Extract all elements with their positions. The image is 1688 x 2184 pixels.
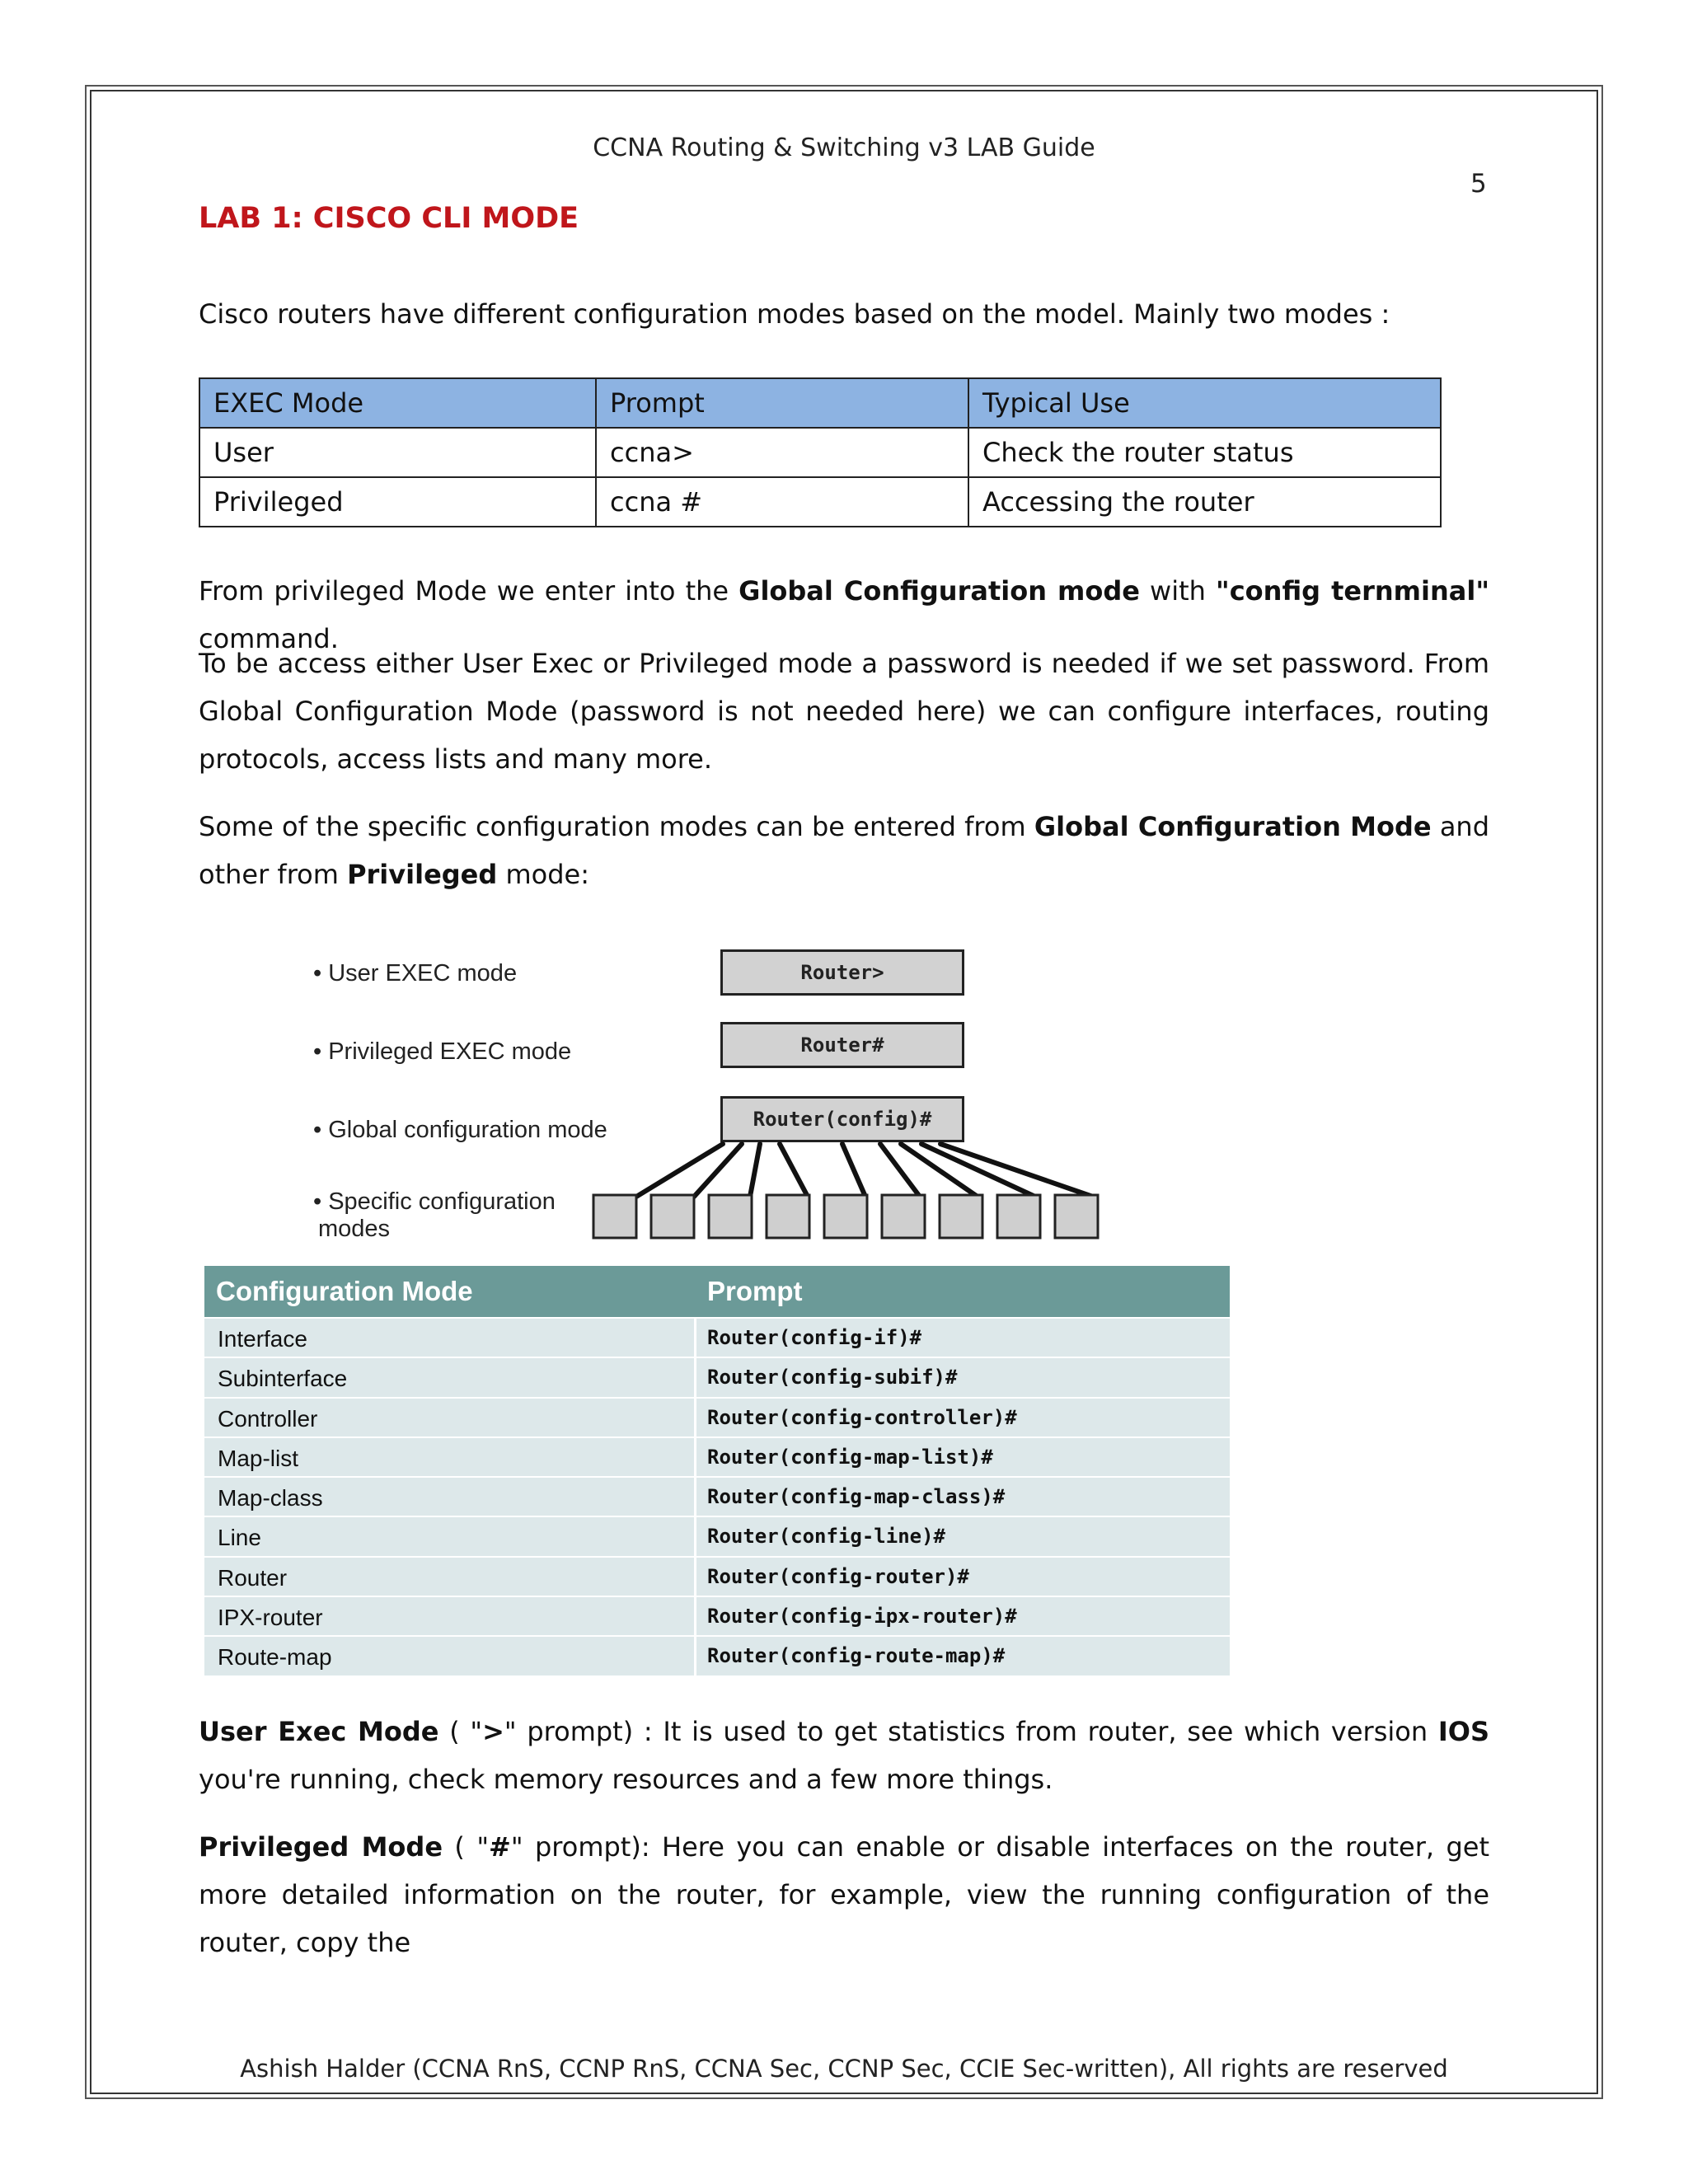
text-run: From privileged Mode we enter into the xyxy=(199,575,739,607)
table-row xyxy=(204,1397,1230,1436)
specific-mode-boxes xyxy=(593,1195,1098,1238)
mode-box xyxy=(651,1195,694,1238)
bullet-specific-config: • Specific configuration xyxy=(313,1188,556,1215)
mode-box xyxy=(593,1195,636,1238)
mode-name: Map-class xyxy=(218,1485,323,1511)
bold-run: User Exec Mode xyxy=(199,1716,439,1747)
user-exec-paragraph xyxy=(199,1708,1489,1803)
mode-box xyxy=(1055,1195,1098,1238)
header-typical-use: Typical Use xyxy=(968,378,1441,428)
header-prompt: Prompt xyxy=(596,378,968,428)
connector-lines xyxy=(636,1144,1093,1197)
mode-box xyxy=(997,1195,1040,1238)
table-cell: Accessing the router xyxy=(968,477,1441,527)
mode-prompt: Router(config-router)# xyxy=(707,1564,969,1588)
bold-run: Privileged Mode xyxy=(199,1831,443,1863)
table-cell: Check the router status xyxy=(968,428,1441,477)
bullet-specific-config-cont: modes xyxy=(318,1216,391,1242)
table-cell: ccna> xyxy=(596,428,968,477)
page-footer: Ashish Halder (CCNA RnS, CCNP RnS, CCNA Sec, CCNP Sec, CCIE Sec-written), All rights are reserved xyxy=(240,2055,1448,2083)
mode-prompt: Router(config-line)# xyxy=(707,1525,945,1549)
table-row xyxy=(204,1317,1230,1357)
router-config-box: Router(config)# xyxy=(720,1096,964,1142)
bold-run: IOS xyxy=(1437,1716,1490,1747)
text-run: " prompt) : It is used to get statistics from router, see which version xyxy=(504,1716,1438,1747)
running-header: CCNA Routing & Switching v3 LAB Guide xyxy=(593,134,1095,162)
text-run: ( " xyxy=(443,1831,490,1863)
mode-box xyxy=(940,1195,982,1238)
bullet-global-config: • Global configuration mode xyxy=(313,1117,607,1143)
text-run: with xyxy=(1139,575,1217,607)
mode-box xyxy=(767,1195,809,1238)
mode-name: Subinterface xyxy=(218,1366,348,1392)
intro-paragraph: Cisco routers have different configuration modes based on the model. Mainly two modes : xyxy=(199,298,1390,330)
table-row xyxy=(204,1596,1230,1635)
mode-prompt: Router(config-controller)# xyxy=(707,1405,1017,1429)
mode-box xyxy=(882,1195,925,1238)
table-row xyxy=(204,1436,1230,1476)
table-row xyxy=(204,1635,1230,1675)
mode-box xyxy=(824,1195,867,1238)
text-run: ( " xyxy=(438,1716,483,1747)
bold-run: > xyxy=(482,1716,504,1747)
table-row xyxy=(204,1357,1230,1396)
router-privileged-box: Router# xyxy=(720,1022,964,1068)
mode-prompt: Router(config-map-list)# xyxy=(707,1445,993,1469)
bold-run: Privileged xyxy=(347,859,498,890)
mode-box xyxy=(709,1195,752,1238)
text-run: mode: xyxy=(497,859,589,890)
text-run: and other from xyxy=(199,811,1490,890)
config-table-header xyxy=(204,1266,1230,1317)
text-run: command. xyxy=(199,623,339,654)
mode-prompt: Router(config-route-map)# xyxy=(707,1644,1006,1668)
table-cell: ccna # xyxy=(596,477,968,527)
table-cell: Privileged xyxy=(199,477,596,527)
table-row xyxy=(204,1516,1230,1555)
mode-prompt: Router(config-if)# xyxy=(707,1326,922,1349)
table-row xyxy=(204,1556,1230,1596)
config-modes-table xyxy=(204,1266,1230,1675)
mode-prompt: Router(config-subif)# xyxy=(707,1366,958,1390)
text-run: Some of the specific configuration modes can be entered from xyxy=(199,811,1034,842)
text-run: you're running, check memory resources and a few more things. xyxy=(199,1764,1053,1795)
bold-run: # xyxy=(489,1831,511,1863)
text-run: " prompt): Here you can enable or disable interfaces on the router, get more detailed information on the router, for example, view the running configuration of the router, copy the xyxy=(199,1831,1490,1958)
bullet-privileged-exec: • Privileged EXEC mode xyxy=(313,1038,572,1065)
table-row xyxy=(204,1476,1230,1516)
router-user-box: Router> xyxy=(720,949,964,996)
privileged-paragraph xyxy=(199,1823,1489,1966)
mode-prompt: Router(config-map-class)# xyxy=(707,1485,1006,1509)
bold-run: "config ternminal" xyxy=(1216,575,1490,607)
bold-run: Global Configuration Mode xyxy=(1034,811,1432,842)
lab-title: LAB 1: CISCO CLI MODE xyxy=(199,202,579,235)
bullet-user-exec: • User EXEC mode xyxy=(313,960,518,987)
table-cell: User xyxy=(199,428,596,477)
mode-name: Router xyxy=(218,1564,288,1591)
mode-name: Line xyxy=(218,1525,261,1551)
mode-prompt: Router(config-ipx-router)# xyxy=(707,1605,1017,1629)
access-paragraph: To be access either User Exec or Privileged mode a password is needed if we set password. From Global Configuration Mode (password is not needed here) we can configure interfaces, routing protocols, access lists and many more. xyxy=(199,648,1489,775)
mode-name: Controller xyxy=(218,1405,318,1432)
mode-name: Route-map xyxy=(218,1644,332,1671)
mode-name: IPX-router xyxy=(218,1605,323,1631)
page-number: 5 xyxy=(1470,169,1487,199)
mode-name: Interface xyxy=(218,1326,307,1352)
header-configuration-mode: Configuration Mode xyxy=(216,1276,473,1306)
bold-run: Global Configuration mode xyxy=(738,575,1140,607)
mode-name: Map-list xyxy=(218,1445,299,1471)
header-exec-mode: EXEC Mode xyxy=(199,378,596,428)
header-prompt: Prompt xyxy=(707,1276,803,1306)
